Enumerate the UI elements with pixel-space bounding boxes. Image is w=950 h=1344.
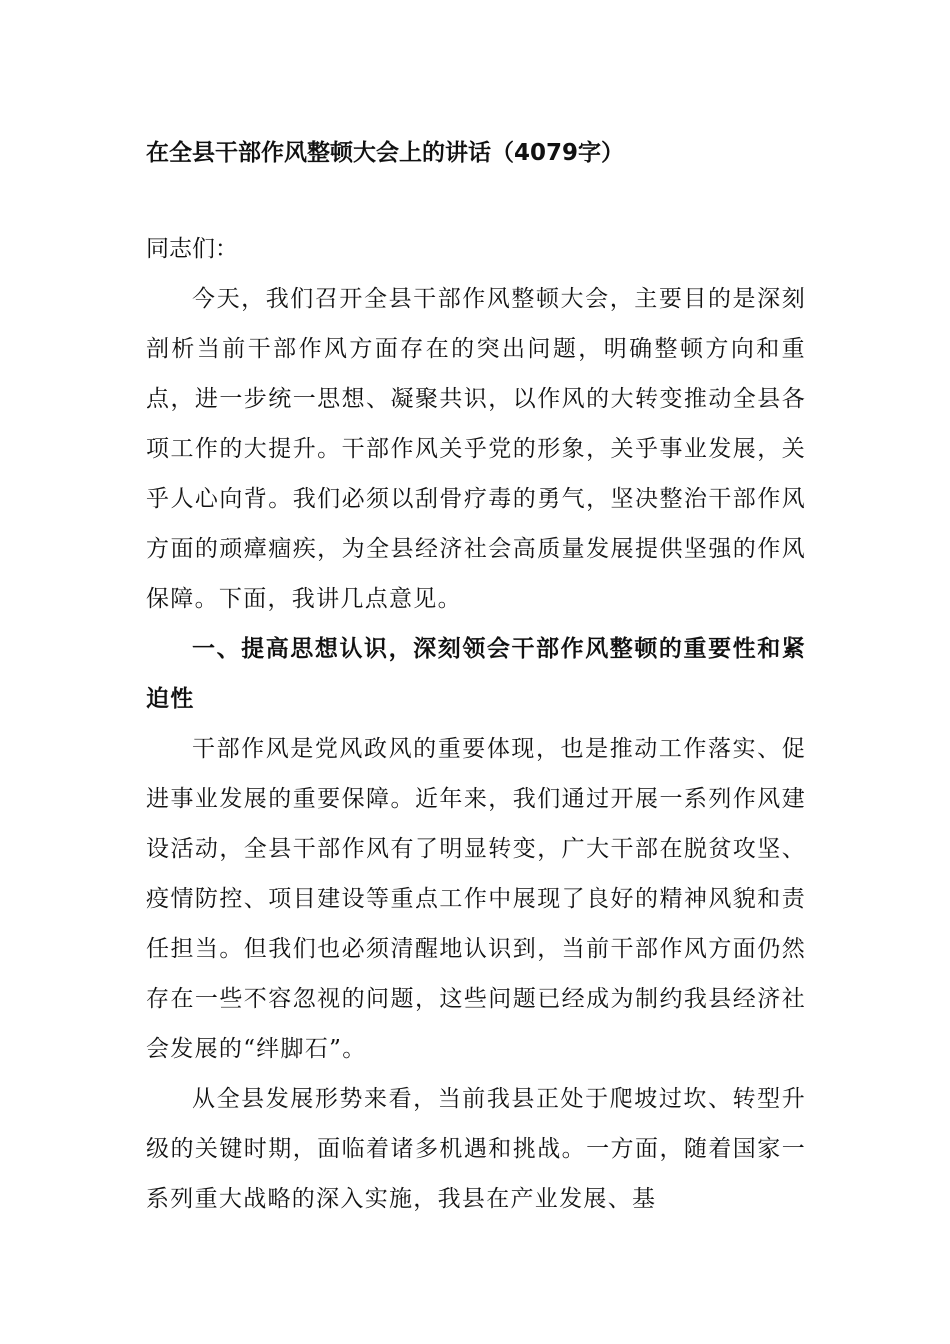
opening-paragraph: 今天，我们召开全县干部作风整顿大会，主要目的是深刻剖析当前干部作风方面存在的突出问题，明确整顿方向和重点，进一步统一思想、凝聚共识，以作风的大转变推动全县各项工作的大提升。干部作风关乎党的形象，关乎事业发展，关乎人心向背。我们必须以刮骨疗毒的勇气，坚决整治干部作风方面的顽瘴痼疾，为全县经济社会高质量发展提供坚强的作风保障。下面，我讲几点意见。: [146, 286, 806, 612]
section-heading-1: 一、提高思想认识，深刻领会干部作风整顿的重要性和紧迫性: [146, 636, 806, 712]
document-body: [146, 224, 806, 1224]
salutation: 同志们：: [146, 236, 238, 262]
section-paragraph-2: 从全县发展形势来看，当前我县正处于爬坡过坎、转型升级的关键时期，面临着诸多机遇和挑战。一方面，随着国家一系列重大战略的深入实施，我县在产业发展、基: [146, 1086, 806, 1212]
document-title: 在全县干部作风整顿大会上的讲话（4079字）: [146, 140, 625, 166]
section-paragraph-1: 干部作风是党风政风的重要体现，也是推动工作落实、促进事业发展的重要保障。近年来，我们通过开展一系列作风建设活动，全县干部作风有了明显转变，广大干部在脱贫攻坚、疫情防控、项目建设等重点工作中展现了良好的精神风貌和责任担当。但我们也必须清醒地认识到，当前干部作风方面仍然存在一些不容忽视的问题，这些问题已经成为制约我县经济社会发展的“绊脚石”。: [146, 736, 806, 1062]
